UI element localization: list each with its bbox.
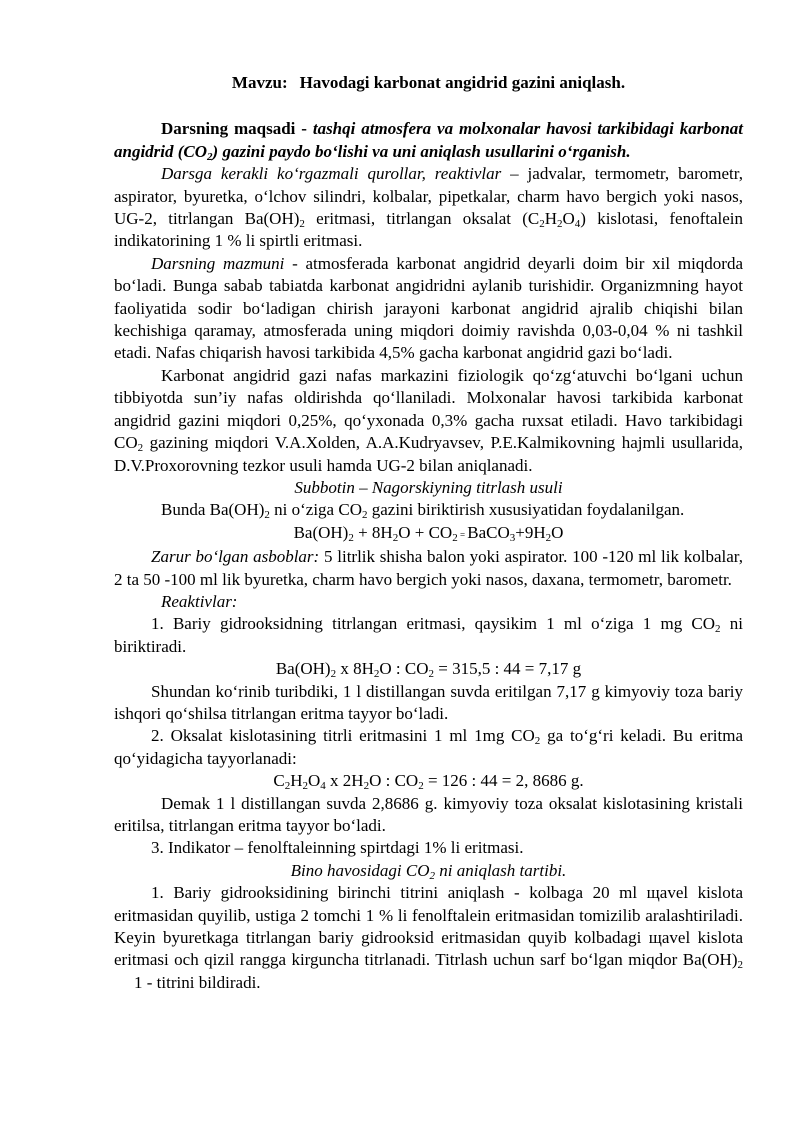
method-intro: Bunda $Ba(OH)_2$ ni o‘ziga $CO_2$ gazini biriktirish xususiyatidan foydalanilgan.	[161, 500, 685, 522]
reagent-3: 3. Indikator – fenolftaleinning spirtdagi 1% li eritmasi.	[151, 838, 524, 858]
tools-label: Zarur bo‘lgan asboblar:	[151, 547, 320, 567]
physiology-paragraph: Karbonat angidrid gazi nafas markazini fiziologik qo‘zg‘atuvchi bo‘lgani uchun tibbiyotda sun’iy nafas oldirishda qo‘llaniladi. Molxonalar havosi tarkibida karbonat angidrid gazini miqdori 0,25%, qo‘yxonada 0,3% gacha ruxsat etiladi. Havo tarkibidagi $CO_2$ gazining miqdori V.A.Xolden, A.A.Kudryavsev, P.E.Kalmikovning hajmli usullarida, D.V.Proxorovning tezkor usuli hamda UG-2 bilan aniqlanadi.	[114, 365, 743, 475]
step-1: 1. Bariy gidrooksidining birinchi titrini aniqlash - kolbaga 20 ml щavel kislota eritmasidan quyilib, ustiga 2 tomchi 1 % li fenolftalein eritmasidan tomizilib aralashtiriladi. Keyin byuretkaga titrlangan bariy gidrooksid eritmasidan quyib kolbadagi щavel kislota eritmasi och qizil rangga kirguncha titrlanadi. Titrlash uchun sarf bo‘lgan miqdor $Ba(OH)_21$ - titrini bildiradi.	[114, 883, 743, 992]
reagent-2: 2. Oksalat kislotasining titrli eritmasini 1 ml 1mg $CO_2$ ga to‘g‘ri keladi. Bu eritma qo‘yidagicha tayyorlanadi:	[114, 726, 743, 768]
then-paragraph-1: Shundan ko‘rinib turibdiki, 1 l distillangan suvda eritilgan 7,17 g kimyoviy toza bariy ishqori qo‘shilsa titrlangan eritma tayyor bo‘ladi.	[114, 681, 743, 723]
aim-text: tashqi atmosfera va molxonalar havosi tarkibidagi karbonat angidrid $(CO_2)$ gazini paydo bo‘lishi va uni aniqlash usullarini o‘rganish.	[114, 119, 744, 163]
page-title	[114, 72, 743, 94]
content-label: Darsning mazmuni	[151, 253, 285, 273]
equation-1: $Ba(OH)_2 + 8H_2O + CO_2$ = $BaCO_3+9H_2O$	[293, 522, 564, 544]
equation-2: $Ba(OH)_2$ x $8H_2O$ : $CO_2 = 315,5$ : 44 = 7,17 g	[275, 659, 582, 681]
aim-label: Darsning maqsadi -	[161, 119, 307, 139]
title-label: Mavzu:	[231, 73, 288, 92]
equation-3: $C_2H_2O_4$ x $2H_2O$ : $CO_2 = 126$ : 44 = 2, 8686 g.	[273, 771, 584, 793]
reagent-1: 1. Bariy gidrooksidning titrlangan eritmasi, qaysikim 1 ml o‘ziga 1 mg $CO_2$ ni biriktiradi.	[114, 614, 743, 656]
equipment-paragraph: Darsga kerakli ko‘rgazmali qurollar, reaktivlar – jadvalar, termometr, barometr, aspirator, byuretka, o‘lchov silindri, kolbalar, pipetkalar, charm havo bergich yoki nasos, UG-2, titrlangan $Ba(OH)_2$ eritmasi, titrlangan oksalat $(C_2H_2O_4)$ kislotasi, fenoftalein indikatorining 1 % li spirtli eritmasi.	[114, 164, 743, 251]
content-paragraph: Darsning mazmuni - atmosferada karbonat angidrid deyarli doim bir xil miqdorda bo‘ladi. Bunga sabab tabiatda karbonat angidridni aylanib turishidir. Organizmning hayot faoliyatida sodir bo‘ladigan chirish jarayoni karbonat angidrid ajralib chiqishi bilan kechishiga qaramay, atmosferada uning miqdori doimiy ravishda 0,03-0,04 % ni tashkil etadi. Nafas chiqarish havosi tarkibida 4,5% gacha karbonat angidrid gazi bo‘ladi.	[114, 253, 744, 363]
procedure-heading: Bino havosidagi $CO_2$ ni aniqlash tartibi.	[290, 860, 567, 882]
method-heading: Subbotin – Nagorskiyning titrlash usuli	[294, 477, 563, 497]
title-text: Havodagi karbonat angidrid gazini aniqlash.	[299, 73, 626, 92]
reagents-label: Reaktivlar:	[161, 591, 238, 611]
lesson-aim-paragraph	[114, 118, 743, 163]
equipment-label: Darsga kerakli ko‘rgazmali qurollar, reaktivlar	[161, 164, 502, 184]
tools-paragraph: Zarur bo‘lgan asboblar: 5 litrlik shisha balon yoki aspirator. 100 -120 ml lik kolbalar, 2 ta 50 -100 ml lik byuretka, charm havo bergich yoki nasos, daxana, termometr, barometr.	[114, 547, 743, 589]
then-paragraph-2: Demak 1 l distillangan suvda 2,8686 g. kimyoviy toza oksalat kislotasining kristali eritilsa, titrlangan eritma tayyor bo‘ladi.	[114, 793, 743, 835]
